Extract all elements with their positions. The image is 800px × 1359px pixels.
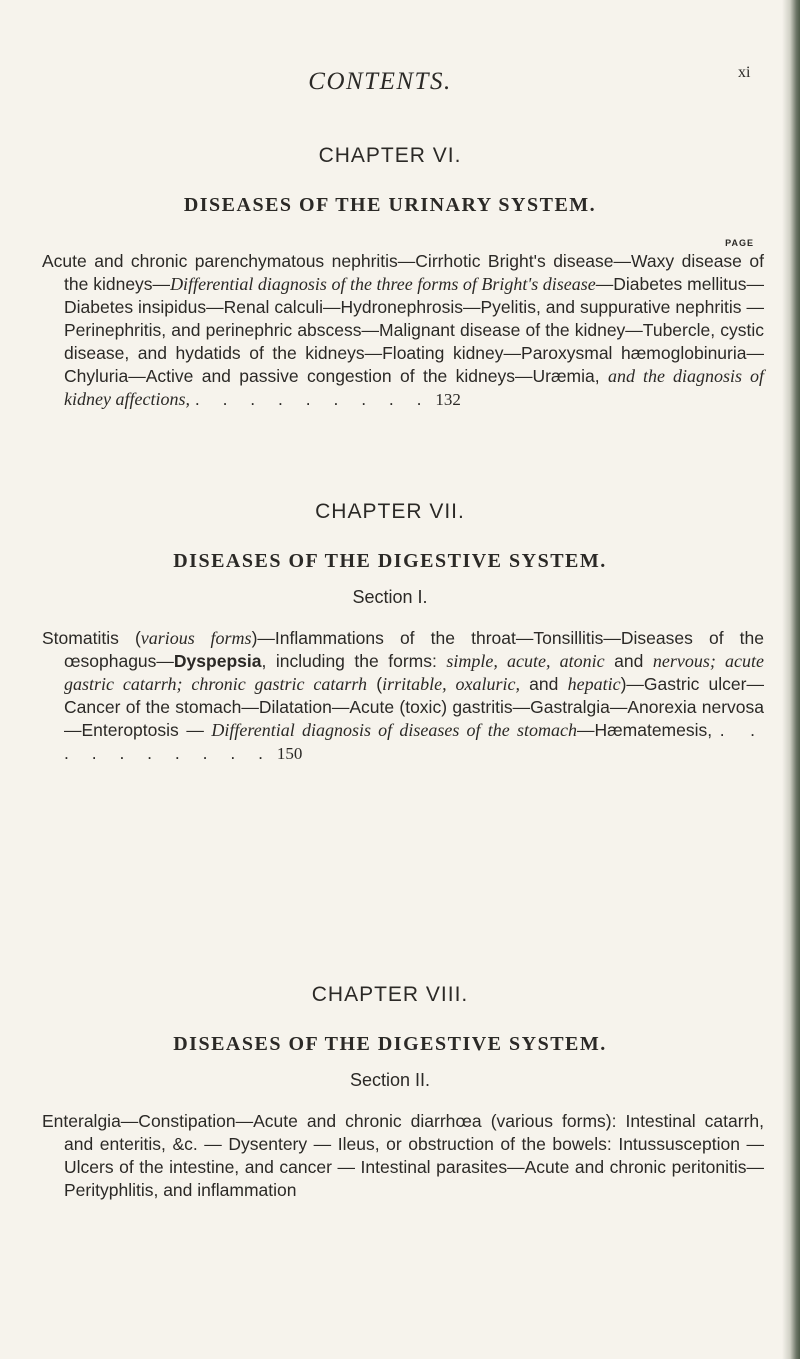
contents-italic: hepatic xyxy=(567,674,621,694)
chapter-viii-heading xyxy=(0,983,780,1091)
running-head: CONTENTS. xyxy=(308,68,452,95)
contents-italic: simple, acute, atonic xyxy=(446,651,605,671)
contents-text: ( xyxy=(376,674,383,694)
contents-italic: various forms xyxy=(140,628,252,648)
chapter-viii-contents xyxy=(42,1110,764,1202)
contents-text: Enteralgia—Constipation—Acute and chronic diarrhœa (various forms): Intestinal catarrh, and enteritis, &c. — Dysentery — Ileus, or obstruction of the bowels: Intussusception — Ulcers of the intestine, and cancer — Intestinal parasites—Acute and chronic peritonitis—Perityphlitis, and inflammation xyxy=(42,1111,764,1200)
chapter-section: Section I. xyxy=(352,587,428,607)
page-column-label: PAGE xyxy=(725,238,754,248)
contents-text: —Diabetes mellitus—Diabetes insipidus—Renal calculi—Hydronephrosis—Pyelitis, and suppurative nephritis — Perinephritis, and perinephric abscess—Malignant disease of the kidney—Tubercle, cystic disease, and hydatids of the kidneys—Floating kidney—Paroxysmal hæmoglobinuria—Chyluria—Active and passive congestion of the kidneys—Uræmia, xyxy=(64,274,765,386)
contents-text: )—Inflammations of the throat—Tonsillitis—Diseases of the œsophagus— xyxy=(64,628,764,671)
contents-italic: irritable, oxaluric, xyxy=(382,674,520,694)
dot-leader: . . . . . . . . . . xyxy=(64,720,764,763)
contents-text: , including the forms: xyxy=(261,651,437,671)
page-edge-shadow xyxy=(782,0,800,1359)
contents-text: Stomatitis ( xyxy=(42,628,141,648)
chapter-vi-heading xyxy=(0,144,780,217)
chapter-title: CHAPTER VII. xyxy=(315,500,465,523)
chapter-vii-heading xyxy=(0,500,780,608)
contents-text: )—Gastric ulcer—Cancer of the stomach—Dilatation—Acute (toxic) gastritis—Gastralgia—Anorexia nervosa—Enteroptosis — xyxy=(64,674,764,740)
chapter-vii-contents xyxy=(42,627,764,765)
dot-leader: . . . . . . . . . xyxy=(194,389,431,409)
chapter-subtitle: DISEASES OF THE DIGESTIVE SYSTEM. xyxy=(173,1033,607,1055)
contents-italic: and the diagnosis of kidney affections, xyxy=(64,366,764,409)
page-folio: xi xyxy=(738,64,751,81)
contents-italic: Differential diagnosis of diseases of the stomach xyxy=(211,720,577,740)
chapter-title: CHAPTER VI. xyxy=(318,144,462,167)
contents-text: —Hæmatemesis, xyxy=(576,720,713,740)
contents-italic: nervous; acute gastric catarrh; chronic gastric catarrh xyxy=(64,651,764,694)
page-number: 150 xyxy=(276,744,303,763)
chapter-subtitle: DISEASES OF THE URINARY SYSTEM. xyxy=(183,194,597,216)
contents-text: and xyxy=(529,674,559,694)
chapter-section: Section II. xyxy=(349,1070,431,1090)
contents-italic: Differential diagnosis of the three forms of Bright's disease xyxy=(170,274,596,294)
page-number: 132 xyxy=(435,390,461,409)
chapter-vi-contents xyxy=(42,250,764,411)
contents-bold: Dyspepsia xyxy=(173,651,262,671)
contents-text: Acute and chronic parenchymatous nephritis—Cirrhotic Bright's disease—Waxy disease of the kidneys— xyxy=(42,251,764,294)
chapter-subtitle: DISEASES OF THE DIGESTIVE SYSTEM. xyxy=(173,550,607,572)
chapter-title: CHAPTER VIII. xyxy=(311,983,469,1006)
contents-text: and xyxy=(614,651,644,671)
